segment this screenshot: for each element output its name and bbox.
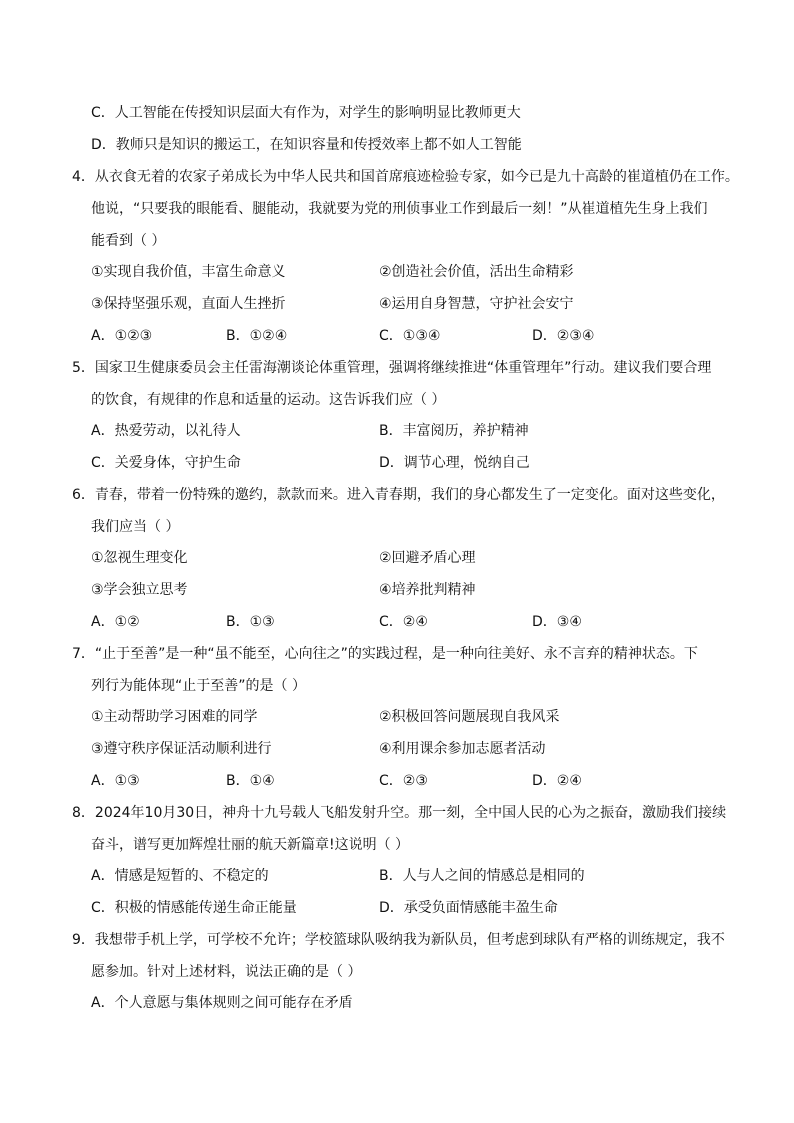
q5-choice-b: B．丰富阅历，养护精神 <box>379 423 529 439</box>
q6-choice-d: D．③④ <box>532 614 582 630</box>
q5-choice-d: D．调节心理，悦纳自己 <box>379 455 530 471</box>
q4-item-1: ①实现自我价值，丰富生命意义 <box>91 264 286 280</box>
q7-choice-a: A．①③ <box>91 773 140 789</box>
q6-choice-b: B．①③ <box>226 614 275 630</box>
q7-choice-d: D．②④ <box>532 773 582 789</box>
q7-choice-c: C．②③ <box>379 773 428 789</box>
q4-choice-c: C．①③④ <box>379 328 441 344</box>
q8-stem-line1: 8．2024年10月30日，神舟十九号载人飞船发射升空。那一刻，全中国人民的心为之振奋，激励我们接续 <box>72 805 727 821</box>
q7-item-2: ②积极回答问题展现自我风采 <box>379 709 560 725</box>
q9-choice-a: A．个人意愿与集体规则之间可能存在矛盾 <box>91 995 353 1011</box>
q4-stem-line2: 他说，“只要我的眼能看、腿能动，我就要为党的刑侦事业工作到最后一刻！”从崔道植先生身上我们 <box>91 201 708 217</box>
q6-item-3: ③学会独立思考 <box>91 582 188 598</box>
q6-choice-a: A．①② <box>91 614 140 630</box>
q7-stem-line1: 7．“止于至善”是一种“虽不能至，心向往之”的实践过程，是一种向往美好、永不言弃的精神状态。下 <box>72 646 698 662</box>
q7-choice-b: B．①④ <box>226 773 275 789</box>
q4-stem-line1: 4．从衣食无着的农家子弟成长为中华人民共和国首席痕迹检验专家，如今已是九十高龄的崔道植仍在工作。 <box>72 169 739 185</box>
q4-choice-a: A．①②③ <box>91 328 153 344</box>
q6-item-2: ②回避矛盾心理 <box>379 550 476 566</box>
q6-stem-line2: 我们应当（ ） <box>91 519 180 535</box>
q7-item-3: ③遵守秩序保证活动顺利进行 <box>91 741 272 757</box>
q8-choice-d: D．承受负面情感能丰盈生命 <box>379 900 558 916</box>
q4-choice-d: D．②③④ <box>532 328 595 344</box>
q5-choice-c: C．关爱身体，守护生命 <box>91 455 241 471</box>
q4-stem-line3: 能看到（ ） <box>91 233 166 249</box>
q7-stem-line2: 列行为能体现“止于至善”的是（ ） <box>91 678 306 694</box>
q8-choice-b: B．人与人之间的情感总是相同的 <box>379 868 585 884</box>
q5-stem-line1: 5．国家卫生健康委员会主任雷海潮谈论体重管理，强调将继续推进“体重管理年”行动。建议我们要合理 <box>72 360 712 376</box>
q8-stem-line2: 奋斗，谱写更加辉煌壮丽的航天新篇章!这说明（ ） <box>91 837 410 853</box>
prev-option-d: D．教师只是知识的搬运工，在知识容量和传授效率上都不如人工智能 <box>91 137 522 153</box>
q5-stem-line2: 的饮食，有规律的作息和适量的运动。这告诉我们应（ ） <box>91 392 446 408</box>
q7-item-1: ①主动帮助学习困难的同学 <box>91 709 258 725</box>
q4-item-2: ②创造社会价值，活出生命精彩 <box>379 264 574 280</box>
q6-choice-c: C．②④ <box>379 614 428 630</box>
q8-choice-c: C．积极的情感能传递生命正能量 <box>91 900 297 916</box>
q6-stem-line1: 6．青春，带着一份特殊的邀约，款款而来。进入青春期，我们的身心都发生了一定变化。面对这些变化， <box>72 487 725 503</box>
q4-item-4: ④运用自身智慧，守护社会安宁 <box>379 296 574 312</box>
q5-choice-a: A．热爱劳动，以礼待人 <box>91 423 241 439</box>
q4-item-3: ③保持坚强乐观，直面人生挫折 <box>91 296 286 312</box>
q7-item-4: ④利用课余参加志愿者活动 <box>379 741 546 757</box>
q8-choice-a: A．情感是短暂的、不稳定的 <box>91 868 269 884</box>
q4-choice-b: B．①②④ <box>226 328 288 344</box>
q6-item-1: ①忽视生理变化 <box>91 550 188 566</box>
q6-item-4: ④培养批判精神 <box>379 582 476 598</box>
q9-stem-line1: 9．我想带手机上学，可学校不允许；学校篮球队吸纳我为新队员，但考虑到球队有严格的训练规定，我不 <box>72 932 725 948</box>
prev-option-c: C．人工智能在传授知识层面大有作为，对学生的影响明显比教师更大 <box>91 105 521 121</box>
q9-stem-line2: 愿参加。针对上述材料，说法正确的是（ ） <box>91 964 362 980</box>
